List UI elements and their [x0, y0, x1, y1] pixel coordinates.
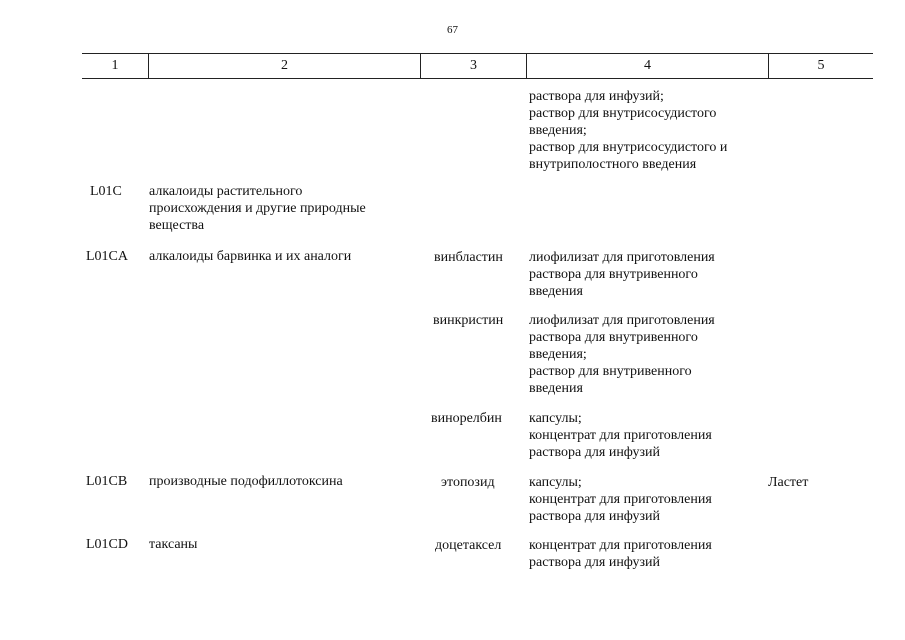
pharmacological-group-cell: алкалоиды растительного происхождения и другие природные вещества [149, 184, 366, 233]
drug-name-cell: винорелбин [431, 411, 502, 426]
dosage-forms-cell: раствора для инфузий; раствор для внутрисосудистого введения; раствор для внутрисосудистого и внутриполостного введения [529, 89, 728, 172]
drug-name-cell: доцетаксел [435, 538, 502, 553]
header-col-2: 2 [281, 58, 288, 73]
table-header-bottom-border [82, 78, 873, 79]
pharmacological-group-cell: таксаны [149, 537, 198, 552]
header-col-3: 3 [470, 58, 477, 73]
header-col-5: 5 [817, 58, 825, 73]
dosage-forms-cell: капсулы; концентрат для приготовления раствора для инфузий [529, 475, 712, 524]
header-col-4: 4 [644, 58, 651, 73]
atc-code-cell: L01CD [86, 537, 128, 552]
note-cell: Ластет [768, 475, 809, 490]
drug-name-cell: винбластин [434, 250, 503, 265]
dosage-forms-cell: концентрат для приготовления раствора для инфузий [529, 538, 712, 570]
atc-code-cell: L01CA [86, 249, 128, 264]
atc-code-cell: L01C [90, 184, 122, 199]
pharmacological-group-cell: алкалоиды барвинка и их аналоги [149, 249, 352, 264]
pharmacological-group-cell: производные подофиллотоксина [149, 474, 343, 489]
dosage-forms-cell: капсулы; концентрат для приготовления раствора для инфузий [529, 411, 712, 460]
dosage-forms-cell: лиофилизат для приготовления раствора для внутривенного введения; раствор для внутривенного введения [529, 313, 715, 396]
drug-name-cell: винкристин [433, 313, 504, 328]
dosage-forms-cell: лиофилизат для приготовления раствора для внутривенного введения [529, 250, 715, 299]
atc-code-cell: L01CB [86, 474, 128, 489]
drug-name-cell: этопозид [441, 475, 495, 490]
page-number: 67 [447, 24, 458, 36]
header-col-1: 1 [111, 58, 119, 73]
